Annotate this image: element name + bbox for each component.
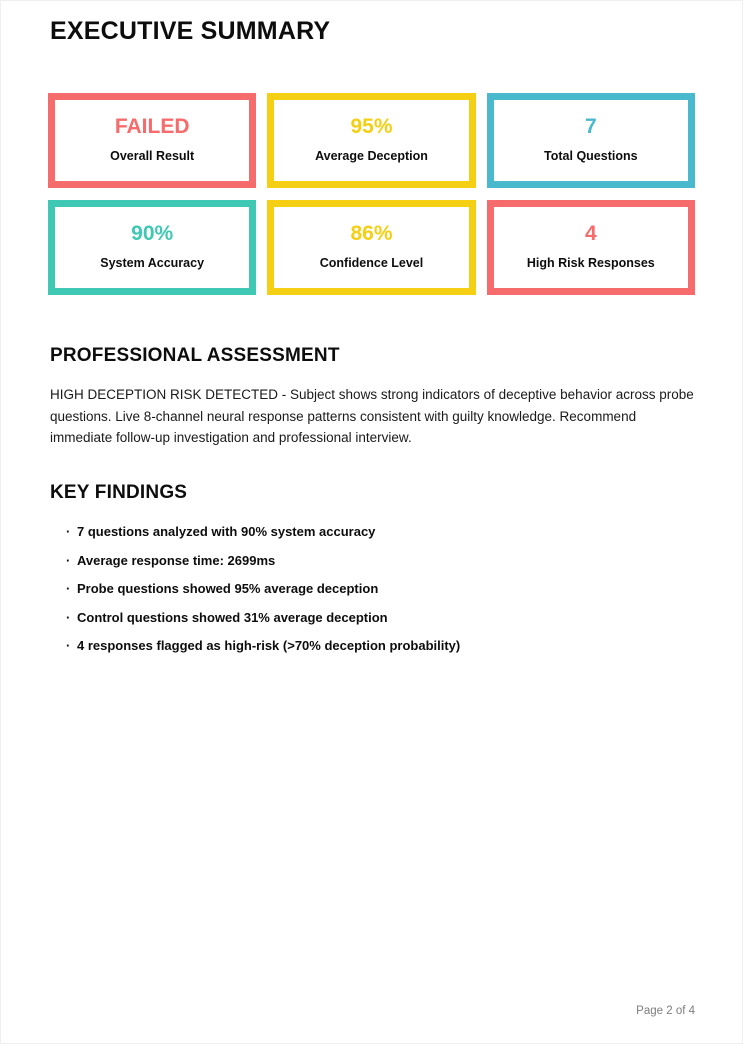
finding-item: · 4 responses flagged as high-risk (>70% deception probability) <box>66 639 698 652</box>
stat-card-confidence-level <box>267 200 475 295</box>
assessment-heading: PROFESSIONAL ASSESSMENT <box>50 345 340 366</box>
stat-label: Total Questions <box>544 149 638 164</box>
finding-item: · Average response time: 2699ms <box>66 554 698 567</box>
page-number: Page 2 of 4 <box>636 1005 695 1017</box>
stat-card-total-questions <box>487 93 695 188</box>
stat-value: 86% <box>350 222 393 246</box>
assessment-body: HIGH DECEPTION RISK DETECTED - Subject shows strong indicators of deceptive behavior across probe questions. Live 8-channel neural response patterns consistent with guilty knowledge. Recommend immediate follow-up investigation and professional interview. <box>50 387 694 446</box>
stat-label: Overall Result <box>110 149 195 164</box>
stat-value: 7 <box>584 115 597 139</box>
stat-card-system-accuracy <box>48 200 256 295</box>
page-title: EXECUTIVE SUMMARY <box>50 17 331 45</box>
section-professional-assessment <box>50 345 698 449</box>
stat-card-average-deception <box>267 93 475 188</box>
stats-grid <box>48 93 695 295</box>
stat-label: High Risk Responses <box>526 256 655 271</box>
stat-label: System Accuracy <box>100 256 205 271</box>
stat-card-high-risk-responses <box>487 200 695 295</box>
stat-value: FAILED <box>114 115 190 139</box>
finding-item: · Probe questions showed 95% average deception <box>66 582 698 595</box>
finding-item: · 7 questions analyzed with 90% system accuracy <box>66 525 698 538</box>
section-key-findings <box>50 482 698 668</box>
stat-label: Average Deception <box>315 149 428 164</box>
findings-list <box>66 525 698 652</box>
findings-heading: KEY FINDINGS <box>50 482 188 503</box>
stat-value: 4 <box>584 222 597 246</box>
stat-card-overall-result <box>48 93 256 188</box>
stat-value: 95% <box>350 115 393 139</box>
stat-label: Confidence Level <box>319 256 424 271</box>
finding-item: · Control questions showed 31% average deception <box>66 611 698 624</box>
stat-value: 90% <box>131 222 174 246</box>
